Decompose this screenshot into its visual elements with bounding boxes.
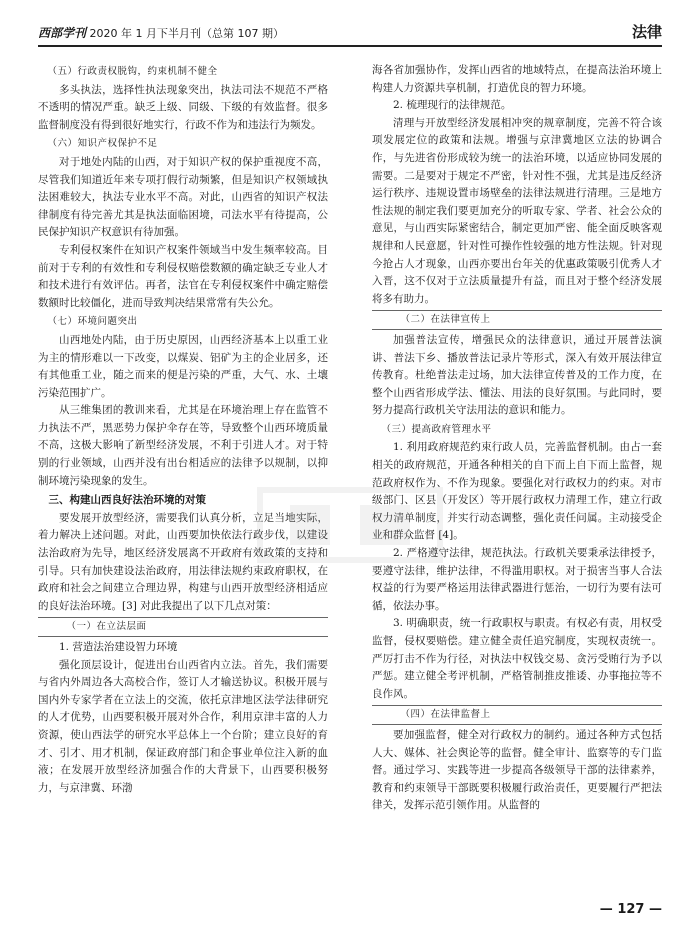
subsection-heading: （四）在法律监督上 xyxy=(372,705,662,725)
journal-info xyxy=(38,24,284,41)
subheading: （五）行政责权脱钩，约束机制不健全 xyxy=(47,66,218,77)
subheading: （七）环境问题突出 xyxy=(47,316,138,328)
paragraph: 对于地处内陆的山西，对于知识产权的保护重视度不高，尽管我们知道近年来专项打假行动频繁，但是知识产权领域执法困难较大，执法专业水平不高。对此，山西省的知识产权法律制度有待完善尤其是执法面临困境，司法水平有待提高，公民保护知识产权意识有待加强。 xyxy=(38,155,328,239)
paragraph: 清理与开放型经济发展相冲突的规章制度，完善不符合该项发展定位的政策和法规。增强与京津冀地区立法的协调合作，与先进省份形成较为统一的法治环境，以适应协同发展的需要。二是要对于规定不严密，针对性不强，尤其是违反经济运行秩序、违规设置市场壁垒的法律法规进行清理。三是地方性法规的制定我们要更加充分的听取专家、学者、社会公众的意见，与山西实际紧密结合，制定更加严密、能全面反映客观规律和人民意愿，针对性可操作性较强的地方性法规。针对现今抢占人才现象，山西亦要出台年关的优惠政策吸引优秀人才入晋，这不仅对于立法质量提升有益，而且对于整个经济发展将多有助力。 xyxy=(372,116,662,305)
left-column xyxy=(38,62,328,902)
right-column xyxy=(372,62,662,902)
paragraph: 要加强监督，健全对行政权力的制约。通过各种方式包括人大、媒体、社会舆论等的监督。健全审计、监察等的专门监督。通过学习、实践等进一步提高各级领导干部的法律素养，教育和约束领导干部既要积极履行政治责任，更要履行严把法律关，发挥示范引领作用。从监督的 xyxy=(372,728,662,812)
paragraph: 山西地处内陆，由于历史原因，山西经济基本上以重工业为主的情形难以一下改变，以煤炭、铝矿为主的企业居多，还有其他重工业，随之而来的便是污染的严重，大气、水、土壤污染范围扩广。 xyxy=(38,333,328,399)
running-header xyxy=(38,22,662,44)
paragraph: 强化顶层设计，促进出台山西省内立法。首先，我们需要与省内外周边各大高校合作，签订人才输送协议。积极开展与国内外专家学者在立法上的交流，依托京津地区法学法律研究的人才优势，山西要积极开展对外合作，利用京津丰富的人力资源，使山西法学的研究水平总体上一个台阶；建立良好的育才、引才、用才机制，保证政府部门和企事业单位注入新的血液；在发展开放型经济加强合作的大背景下，山西要积极努力，与京津冀、环渤 xyxy=(38,658,328,794)
paragraph: 1. 营造法治建设智力环境 xyxy=(59,641,178,653)
paragraph: 2. 梳理现行的法律规范。 xyxy=(393,99,512,112)
paragraph: 多头执法，选择性执法现象突出，执法司法不规范不严格不透明的情况严重。缺乏上级、同级、下级的有效监督。很多监督制度没有得到很好地实行，行政不作为和违法行为频发。 xyxy=(38,83,328,131)
paragraph: 从三维集团的教训来看，尤其是在环境治理上存在监管不力执法不严，黑恶势力保护伞存在等，导致整个山西环境质量不高，这极大影响了新型经济发展，不利于引进人才。对于特别的行业领域，山西并没有出台相适应的法律予以规制，以抑制环境污染现象的发生。 xyxy=(38,404,328,487)
subsection-heading: （二）在法律宣传上 xyxy=(372,310,662,330)
journal-name: 西部学刊 xyxy=(38,26,87,40)
paragraph: 要发展开放型经济，需要我们认真分析，立足当地实际，着力解决上述问题。对此，山西要加快依法行政步伐，以建设法治政府为先导，地区经济发展离不开政府有效政策的支持和引导。只有加快建设法治政府，用法律法规约束政府职权，在政府和社会之间建立合理边界，构建与山西开放型经济相适应的良好法治环境。[3] 对此我提出了以下几点对策： xyxy=(38,511,328,612)
header-rule xyxy=(38,45,662,47)
paragraph: 1. 利用政府规范约束行政人员，完善监督机制。由占一套相关的政府规范，开通各种相关的自下而上自下而上监督，规范政府权作为、不作为现象。要强化对行政权力的约束。对市级部门、区县（开发区）等开展行政权力清理工作，建立行政权力清单制度，并实行动态调整，强化责任问属。主动接受企业和群众监督 [4]。 xyxy=(372,441,662,542)
subheading: （六）知识产权保护不足 xyxy=(47,138,158,150)
section-title: 法律 xyxy=(631,23,662,41)
subsection-heading: （一）在立法层面 xyxy=(38,617,328,637)
issue-info: 2020 年 1 月下半月刊（总第 107 期） xyxy=(86,27,284,40)
paragraph: 海各省加强协作，发挥山西省的地域特点，在提高法治环境上构建人力资源共享机制，打造优良的智力环境。 xyxy=(372,64,662,94)
paragraph: 2. 严格遵守法律，规范执法。行政机关要秉承法律授予，要遵守法律，维护法律，不得滥用职权。对于损害当事人合法权益的行为要严格运用法律武器进行惩治，一切行为要有法可循，依法办事。 xyxy=(372,547,662,612)
paragraph: 加强普法宣传，增强民众的法律意识，通过开展普法演讲、普法下乡、播放普法记录片等形式，深入有效开展法律宣传教育。杜绝普法走过场，加大法律宣传普及的工作力度，在整个山西省形成学法、懂法、用法的良好氛围。与此同时，要努力提高行政机关守法用法的意识和能力。 xyxy=(372,333,662,417)
paragraph: 专利侵权案件在知识产权案件领域当中发生频率较高。目前对于专利的有效性和专利侵权赔偿数额的确定缺乏专业人才和技术进行有效评估。再者，法官在专利侵权案件中确定赔偿数额时比较僵化，进而导致判决结果常常有失公允。 xyxy=(38,243,328,309)
subheading: （三）提高政府管理水平 xyxy=(381,423,492,435)
paragraph: 3. 明确职责，统一行政职权与职责。有权必有责，用权受监督，侵权要赔偿。建立健全责任追究制度，实现权责统一。严厉打击不作为行径，对执法中权钱交易、贪污受贿行为予以严惩。建立健全考评机制，严格管制推皮推诿、办事拖拉等不良作风。 xyxy=(372,617,662,700)
section-heading: 三、构建山西良好法治环境的对策 xyxy=(48,494,206,507)
page-number: — 127 — xyxy=(600,902,662,917)
